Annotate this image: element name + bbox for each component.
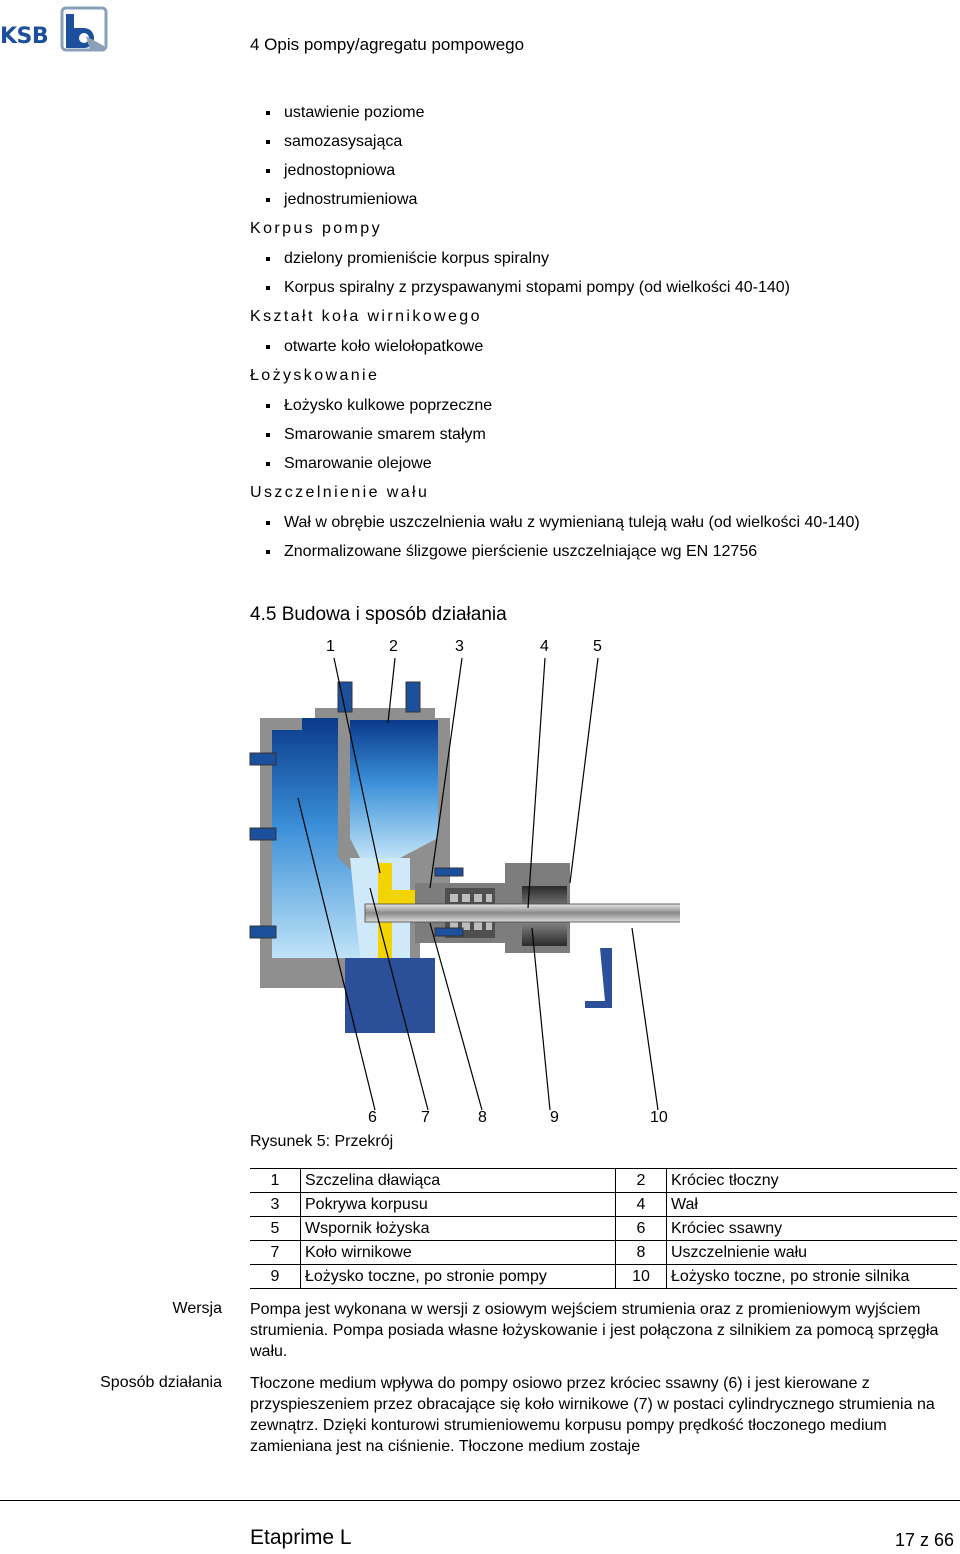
legend-description: Pokrywa korpusu	[301, 1193, 616, 1217]
heading-casing: Korpus pompy	[250, 220, 382, 237]
legend-number: 8	[616, 1241, 667, 1265]
legend-number: 10	[616, 1265, 667, 1289]
table-row	[250, 1193, 957, 1217]
caption-text: Przekrój	[334, 1133, 394, 1150]
callout-number: 7	[421, 1109, 430, 1126]
legend-number: 9	[250, 1265, 301, 1289]
list-item: ustawienie poziome	[250, 98, 956, 127]
legend-description: Łożysko toczne, po stronie silnika	[667, 1265, 958, 1289]
list-item: jednostopniowa	[250, 156, 956, 185]
legend-number: 4	[616, 1193, 667, 1217]
legend-description: Króciec tłoczny	[667, 1169, 958, 1193]
callout-number: 3	[455, 638, 464, 655]
list-item: Smarowanie olejowe	[250, 449, 956, 478]
list-item: Smarowanie smarem stałym	[250, 420, 956, 449]
legend-description: Koło wirnikowe	[301, 1241, 616, 1265]
table-row	[250, 1265, 957, 1289]
callout-number: 1	[326, 638, 335, 655]
pump-cross-section-figure	[240, 630, 680, 1130]
legend-number: 1	[250, 1169, 301, 1193]
legend-description: Wspornik łożyska	[301, 1217, 616, 1241]
callout-number: 9	[550, 1109, 559, 1126]
legend-description: Szczelina dławiąca	[301, 1169, 616, 1193]
list-item: samozasysająca	[250, 127, 956, 156]
operation-text: Tłoczone medium wpływa do pompy osiowo przez króciec ssawny (6) i jest kierowane z przyspieszeniem przez obracające się koło wirnikowe (7) w postaci cylindrycznego strumienia na zewnątrz. Dzięki konturowi strumieniowemu korpusu pompy prędkość tłoczonego medium zamieniana jest na ciśnienie. Tłoczone medium zostaje	[250, 1375, 935, 1455]
legend-number: 6	[616, 1217, 667, 1241]
callout-number: 5	[593, 638, 602, 655]
ksb-logo	[0, 2, 116, 54]
list-item: dzielony promieniście korpus spiralny	[250, 244, 956, 273]
legend-table	[250, 1168, 957, 1289]
header-title: 4 Opis pompy/agregatu pompowego	[250, 35, 525, 54]
pump-drawing	[240, 658, 680, 1128]
list-item: Korpus spiralny z przyspawanymi stopami pompy (od wielkości 40-140)	[250, 273, 956, 302]
general-list	[250, 98, 956, 214]
table-row	[250, 1169, 957, 1193]
figure-caption	[250, 1133, 393, 1151]
caption-label: Rysunek 5:	[250, 1133, 331, 1150]
callout-number: 6	[368, 1109, 377, 1126]
callout-number: 2	[389, 638, 398, 655]
heading-bearings: Łożyskowanie	[250, 367, 380, 384]
list-item: jednostrumieniowa	[250, 185, 956, 214]
callout-number: 10	[650, 1109, 668, 1126]
legend-description: Uszczelnienie wału	[667, 1241, 958, 1265]
design-section	[250, 98, 956, 566]
footer-divider	[0, 1500, 960, 1501]
table-row	[250, 1241, 957, 1265]
table-row	[250, 1217, 957, 1241]
list-item: Znormalizowane ślizgowe pierścienie uszczelniające wg EN 12756	[250, 537, 956, 566]
heading-impeller: Kształt koła wirnikowego	[250, 308, 482, 325]
ksb-b-icon	[60, 6, 108, 52]
list-item: otwarte koło wielołopatkowe	[250, 332, 956, 361]
callout-number: 4	[540, 638, 549, 655]
legend-description: Łożysko toczne, po stronie pompy	[301, 1265, 616, 1289]
list-item: Wał w obrębie uszczelnienia wału z wymienianą tuleją wału (od wielkości 40-140)	[250, 508, 956, 537]
legend-description: Wał	[667, 1193, 958, 1217]
footer-product: Etaprime L	[250, 1526, 352, 1549]
operation-label: Sposób działania	[100, 1374, 222, 1391]
legend-number: 2	[616, 1169, 667, 1193]
legend-number: 7	[250, 1241, 301, 1265]
list-item: Łożysko kulkowe poprzeczne	[250, 391, 956, 420]
legend-number: 5	[250, 1217, 301, 1241]
legend-description: Króciec ssawny	[667, 1217, 958, 1241]
heading-shaft-seal: Uszczelnienie wału	[250, 484, 430, 501]
wersja-text: Pompa jest wykonana w wersji z osiowym wejściem strumienia oraz z promieniowym wyjściem strumienia. Pompa posiada własne łożyskowanie i jest połączona z silnikiem za pomocą sprzęgła wału.	[250, 1301, 939, 1360]
page-number: 17 z 66	[894, 1530, 954, 1550]
wersja-label: Wersja	[172, 1300, 222, 1317]
section-title: 4.5 Budowa i sposób działania	[250, 604, 507, 625]
callout-number: 8	[478, 1109, 487, 1126]
logo-text: KSB	[0, 24, 49, 49]
legend-number: 3	[250, 1193, 301, 1217]
